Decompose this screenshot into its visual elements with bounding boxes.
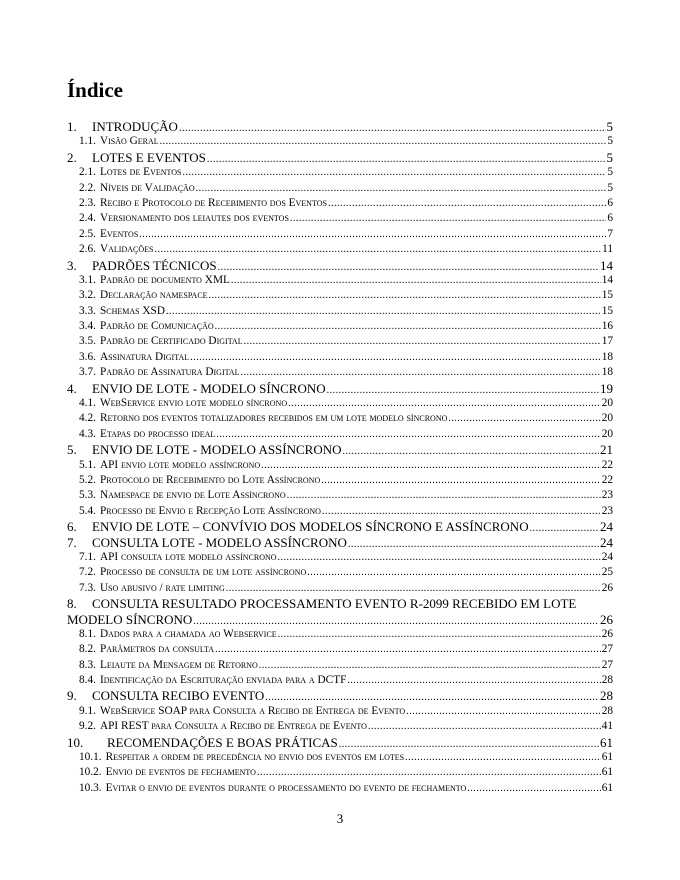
toc-text: API REST para Consulta a Recibo de Entrega de Evento	[99, 720, 367, 733]
toc-entry[interactable]	[67, 735, 613, 750]
toc-subentry[interactable]	[67, 350, 613, 365]
toc-number: 5.3.	[79, 489, 96, 502]
toc-text: Validações	[99, 243, 154, 256]
toc-text: Recibo e Protocolo de Recebimento dos Eventos	[99, 196, 327, 209]
toc-number: 2.6.	[79, 243, 96, 256]
toc-number: 2.2.	[79, 181, 96, 194]
toc-page: 6	[607, 196, 613, 209]
toc-subentry[interactable]	[67, 627, 613, 642]
leader-dots	[278, 550, 601, 565]
toc-text: Leiaute da Mensagem de Retorno	[99, 658, 258, 671]
toc-number: 3.	[67, 257, 77, 273]
toc-page: 18	[601, 350, 613, 363]
toc-subentry[interactable]	[67, 181, 613, 196]
toc-page: 61	[600, 734, 613, 750]
toc-subentry[interactable]	[67, 704, 613, 719]
toc-text: Versionamento dos leiautes dos eventos	[99, 212, 289, 225]
toc-page: 20	[601, 427, 613, 440]
toc-entry[interactable]	[67, 519, 613, 534]
toc-subentry[interactable]	[67, 211, 613, 226]
leader-dots	[343, 444, 599, 457]
toc-page: 7	[607, 227, 613, 240]
toc-text: Assinatura Digital	[99, 350, 190, 363]
toc-page: 14	[601, 273, 613, 286]
leader-dots	[328, 196, 606, 211]
toc-page: 27	[601, 643, 613, 656]
toc-subentry[interactable]	[67, 334, 613, 349]
toc-subentry[interactable]	[67, 565, 613, 580]
toc-number: 3.1.	[79, 273, 96, 286]
toc-entry[interactable]	[67, 535, 613, 550]
toc-entry[interactable]	[67, 150, 613, 165]
leader-dots	[226, 581, 601, 596]
toc-page: 5	[606, 119, 613, 134]
toc-page: 24	[600, 519, 613, 535]
leader-dots	[368, 719, 601, 734]
toc-number: 10.1.	[79, 751, 102, 764]
toc-number: 2.	[67, 149, 77, 165]
toc-text: API envio lote modelo assíncrono	[99, 458, 261, 471]
toc-page: 27	[601, 658, 613, 671]
toc-text: Declaração namespace	[99, 289, 208, 302]
toc-page: 61	[601, 781, 613, 794]
toc-page: 20	[601, 397, 613, 410]
toc-subentry[interactable]	[67, 365, 613, 380]
toc-number: 5.4.	[79, 504, 96, 517]
toc-subentry[interactable]	[67, 673, 613, 688]
leader-dots	[244, 334, 601, 349]
toc-text: Padrão de Assinatura Digital	[99, 366, 240, 379]
leader-dots	[307, 565, 600, 580]
leader-dots	[322, 504, 601, 519]
toc-number: 8.2.	[79, 643, 96, 656]
toc-subentry[interactable]	[67, 765, 613, 780]
toc-page: 18	[601, 366, 613, 379]
toc-subentry[interactable]	[67, 134, 613, 149]
toc-number: 7.3.	[79, 581, 96, 594]
toc-page: 21	[600, 442, 613, 458]
toc-text: Processo de Envio e Recepção Lote Assíncrono	[99, 504, 321, 517]
toc-page: 5	[607, 181, 613, 194]
toc-number: 7.	[67, 534, 77, 550]
toc-page: 11	[602, 243, 613, 256]
leader-dots	[257, 765, 601, 780]
leader-dots	[196, 181, 607, 196]
toc-number: 4.1.	[79, 397, 96, 410]
toc-text: Envio de eventos de fechamento	[105, 766, 256, 779]
toc-text: Padrão de documento XML	[99, 273, 230, 286]
toc-text: INTRODUÇÃO	[92, 119, 178, 134]
toc-text: RECOMENDAÇÕES E BOAS PRÁTICAS	[107, 734, 338, 750]
toc-page: 15	[601, 304, 613, 317]
toc-number: 3.7.	[79, 366, 96, 379]
toc-entry[interactable]	[67, 258, 613, 273]
toc-subentry[interactable]	[67, 396, 613, 411]
leader-dots	[218, 260, 599, 273]
leader-dots	[179, 121, 606, 134]
toc-text: Visão Geral	[99, 135, 159, 148]
toc-number: 4.	[67, 380, 77, 396]
leader-dots	[339, 737, 599, 750]
toc-page: 23	[601, 489, 613, 502]
toc-subentry[interactable]	[67, 196, 613, 211]
toc-text: ENVIO DE LOTE – CONVÍVIO DOS MODELOS SÍNCRONO E ASSÍNCRONO	[92, 519, 529, 535]
toc-page: 26	[601, 627, 613, 640]
toc-text: Schemas XSD	[99, 304, 165, 317]
toc-subentry[interactable]	[67, 658, 613, 673]
toc-page: 6	[607, 212, 613, 225]
toc-number: 8.1.	[79, 627, 96, 640]
page-title: Índice	[67, 78, 124, 102]
leader-dots	[406, 704, 601, 719]
toc-text: Processo de consulta de um lote assíncrono	[99, 566, 307, 579]
toc-number: 5.1.	[79, 458, 96, 471]
toc-number: 9.1.	[79, 704, 96, 717]
leader-dots	[287, 488, 601, 503]
table-of-contents	[67, 119, 613, 796]
leader-dots	[259, 658, 601, 673]
leader-dots	[278, 627, 601, 642]
toc-entry[interactable]	[67, 381, 613, 396]
toc-text: WebService envio lote modelo síncrono	[99, 397, 288, 410]
leader-dots	[288, 396, 601, 411]
leader-dots	[261, 458, 601, 473]
toc-page: 20	[601, 412, 613, 425]
toc-page: 5	[607, 166, 613, 179]
leader-dots	[530, 521, 599, 534]
toc-subentry[interactable]	[67, 458, 613, 473]
toc-page: 16	[601, 320, 613, 333]
toc-subentry[interactable]	[67, 781, 613, 796]
toc-text: Namespace de envio de Lote Assíncrono	[99, 489, 286, 502]
toc-page: 5	[607, 135, 613, 148]
leader-dots	[347, 673, 600, 688]
toc-text: CONSULTA RESULTADO PROCESSAMENTO EVENTO R-2099 RECEBIDO EM LOTE	[92, 596, 577, 612]
toc-number: 7.1.	[79, 550, 96, 563]
toc-subentry[interactable]	[67, 581, 613, 596]
toc-number: 3.2.	[79, 289, 96, 302]
toc-page: 14	[600, 257, 613, 273]
leader-dots	[182, 165, 606, 180]
toc-entry-multiline[interactable]	[67, 596, 613, 627]
toc-text: Protocolo de Recebimento do Lote Assíncrono	[99, 473, 321, 486]
toc-number: 8.4.	[79, 674, 96, 687]
toc-number: 2.5.	[79, 227, 96, 240]
toc-number: 4.3.	[79, 427, 96, 440]
toc-subentry[interactable]	[67, 273, 613, 288]
toc-number: 9.	[67, 688, 77, 704]
toc-subentry[interactable]	[67, 504, 613, 519]
toc-text: WebService SOAP para Consulta a Recibo de Entrega de Evento	[99, 704, 406, 717]
toc-text-continuation: MODELO SÍNCRONO	[67, 611, 193, 627]
toc-entry[interactable]	[67, 688, 613, 703]
toc-text: Respeitar a ordem de precedência no envio dos eventos em lotes	[105, 751, 405, 764]
toc-page: 22	[601, 458, 613, 471]
toc-text: Lotes de Eventos	[99, 166, 182, 179]
toc-text: LOTES E EVENTOS	[92, 149, 206, 165]
toc-page: 23	[601, 504, 613, 517]
toc-text: Evitar o envio de eventos durante o processamento do evento de fechamento	[105, 781, 467, 794]
toc-number: 3.3.	[79, 304, 96, 317]
leader-dots	[448, 411, 600, 426]
toc-subentry[interactable]	[67, 227, 613, 242]
toc-subentry[interactable]	[67, 719, 613, 734]
toc-text: Etapas do processo ideal	[99, 427, 216, 440]
toc-page: 28	[601, 674, 613, 687]
page-number: 3	[336, 811, 344, 826]
toc-number: 3.4.	[79, 320, 96, 333]
toc-entry[interactable]	[67, 119, 613, 134]
toc-number: 5.2.	[79, 473, 96, 486]
toc-text: PADRÕES TÉCNICOS	[92, 257, 217, 273]
toc-subentry[interactable]	[67, 473, 613, 488]
toc-number: 7.2.	[79, 566, 96, 579]
toc-number: 2.4.	[79, 212, 96, 225]
toc-text: Níveis de Validação	[99, 181, 195, 194]
leader-dots	[190, 350, 601, 365]
toc-number: 3.6.	[79, 350, 96, 363]
leader-dots	[405, 750, 601, 765]
toc-subentry[interactable]	[67, 427, 613, 442]
toc-number: 8.3.	[79, 658, 96, 671]
toc-page: 25	[601, 566, 613, 579]
toc-text: CONSULTA RECIBO EVENTO	[92, 688, 265, 704]
toc-number: 4.2.	[79, 412, 96, 425]
leader-dots	[327, 383, 599, 396]
toc-page: 24	[600, 534, 613, 550]
leader-dots	[265, 690, 599, 703]
toc-subentry[interactable]	[67, 488, 613, 503]
leader-dots	[154, 242, 601, 257]
toc-subentry[interactable]	[67, 242, 613, 257]
toc-number: 1.1.	[79, 135, 96, 148]
toc-number: 10.	[67, 734, 84, 750]
leader-dots	[139, 227, 606, 242]
toc-number: 2.1.	[79, 166, 96, 179]
toc-page: 19	[600, 380, 613, 396]
leader-dots	[207, 152, 606, 165]
leader-dots	[166, 304, 601, 319]
leader-dots	[231, 273, 601, 288]
toc-text: API consulta lote modelo assíncrono	[99, 550, 277, 563]
toc-text: Padrão de Comunicação	[99, 320, 214, 333]
toc-number: 9.2.	[79, 720, 96, 733]
leader-dots	[467, 781, 600, 796]
toc-page: 22	[601, 473, 613, 486]
leader-dots	[216, 427, 600, 442]
toc-text: Retorno dos eventos totalizadores recebidos em um lote modelo síncrono	[99, 412, 448, 425]
toc-number: 6.	[67, 519, 77, 535]
toc-subentry[interactable]	[67, 750, 613, 765]
toc-subentry[interactable]	[67, 550, 613, 565]
toc-text: Padrão de Certificado Digital	[99, 335, 243, 348]
toc-text: Dados para a chamada ao Webservice	[99, 627, 277, 640]
leader-dots	[321, 473, 600, 488]
toc-number: 10.3.	[79, 781, 102, 794]
toc-entry[interactable]	[67, 442, 613, 457]
leader-dots	[290, 211, 606, 226]
toc-page: 17	[601, 335, 613, 348]
toc-subentry[interactable]	[67, 411, 613, 426]
toc-number: 10.2.	[79, 766, 102, 779]
leader-dots	[209, 288, 601, 303]
leader-dots	[348, 537, 599, 550]
toc-page: 41	[601, 720, 613, 733]
toc-number: 1.	[67, 119, 77, 134]
toc-text: Uso abusivo / rate limiting	[99, 581, 225, 594]
toc-text: ENVIO DE LOTE - MODELO ASSÍNCRONO	[92, 442, 342, 458]
toc-number: 3.5.	[79, 335, 96, 348]
toc-text: Eventos	[99, 227, 139, 240]
toc-page: 15	[601, 289, 613, 302]
toc-number: 8.	[67, 596, 77, 612]
toc-text: Identificação da Escrituração enviada para a DCTF	[99, 674, 347, 687]
toc-page: 26	[600, 611, 613, 627]
toc-page: 26	[601, 581, 613, 594]
toc-page: 28	[600, 688, 613, 704]
toc-subentry[interactable]	[67, 319, 613, 334]
toc-subentry[interactable]	[67, 304, 613, 319]
toc-page: 61	[601, 766, 613, 779]
toc-page: 61	[601, 751, 613, 764]
toc-page: 28	[601, 704, 613, 717]
toc-number: 2.3.	[79, 196, 96, 209]
toc-text: ENVIO DE LOTE - MODELO SÍNCRONO	[92, 380, 326, 396]
toc-subentry[interactable]	[67, 642, 613, 657]
leader-dots	[215, 319, 601, 334]
toc-subentry[interactable]	[67, 288, 613, 303]
toc-text: CONSULTA LOTE - MODELO ASSÍNCRONO	[92, 534, 347, 550]
toc-subentry[interactable]	[67, 165, 613, 180]
leader-dots	[215, 642, 601, 657]
toc-page: 5	[606, 149, 613, 165]
leader-dots	[241, 365, 601, 380]
toc-text: Parâmetros da consulta	[99, 643, 215, 656]
toc-number: 5.	[67, 442, 77, 458]
leader-dots	[160, 134, 607, 149]
toc-page: 24	[601, 550, 613, 563]
